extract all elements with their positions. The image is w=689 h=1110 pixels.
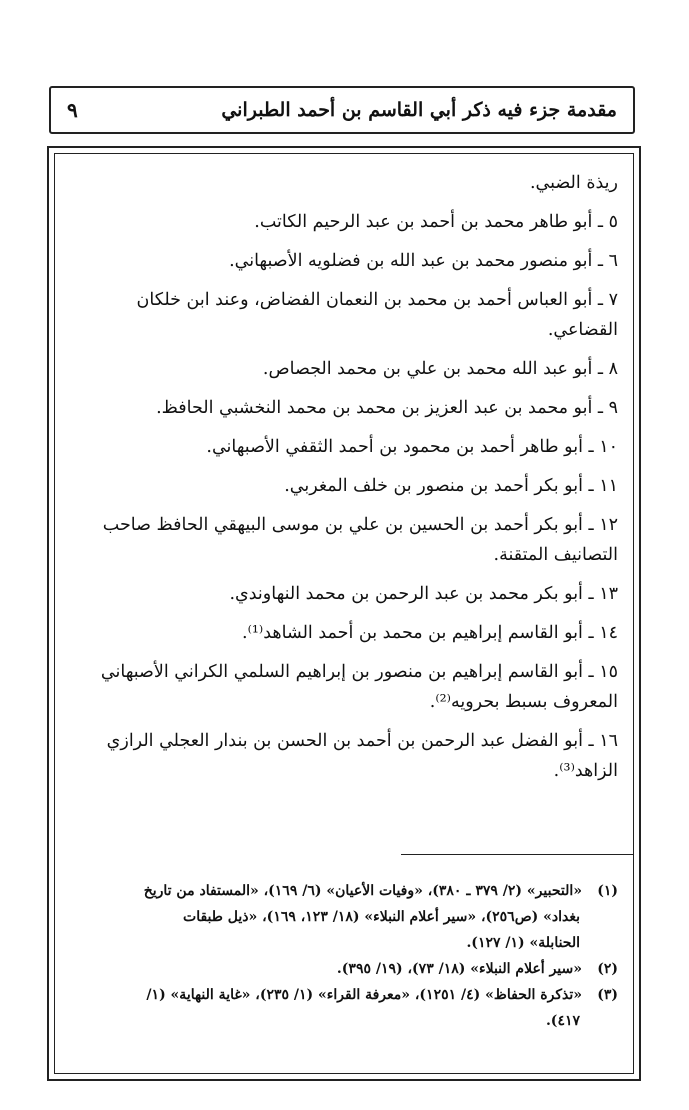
entry-line: الزاهد⁽³⁾. [553, 761, 618, 781]
list-item [70, 579, 618, 609]
footnote [70, 982, 618, 1034]
list-item [70, 657, 618, 717]
entry-line: ١١ ـ أبو بكر أحمد بن منصور بن خلف المغربي. [284, 476, 618, 496]
footnote-line [70, 982, 618, 1008]
footnote-ref: (٣) [597, 987, 618, 1003]
footnote-ref: (٢) [597, 961, 618, 977]
entries-list [70, 168, 618, 795]
footnote-text: الحنابلة» (١/ ١٢٧). [466, 935, 580, 951]
footnote-text: «التحبير» (٢/ ٣٧٩ ـ ٣٨٠)، «وفيات الأعيان» (٦/ ١٦٩)، «المستفاد من تاريخ [143, 883, 582, 899]
entry-line: ١٦ ـ أبو الفضل عبد الرحمن بن أحمد بن الحسن بن بندار العجلي الرازي [106, 731, 618, 751]
list-item [70, 246, 618, 276]
footnote [70, 956, 618, 982]
entry-line: التصانيف المتقنة. [493, 545, 618, 565]
entry-line: ١٥ ـ أبو القاسم إبراهيم بن منصور بن إبراهيم السلمي الكراني الأصبهاني [100, 662, 618, 682]
content-frame-inner [54, 153, 634, 1074]
entry-line: ١٤ ـ أبو القاسم إبراهيم بن محمد بن أحمد الشاهد⁽¹⁾. [242, 623, 618, 643]
entry-line: القضاعي. [547, 320, 618, 340]
page-header [49, 86, 635, 134]
list-item [70, 726, 618, 786]
footnote-separator [401, 854, 633, 855]
list-item [70, 432, 618, 462]
list-item [70, 168, 618, 198]
entry-line: ١٢ ـ أبو بكر أحمد بن الحسين بن علي بن موسى البيهقي الحافظ صاحب [102, 515, 618, 535]
footnote-line [70, 878, 618, 904]
entry-line: ٦ ـ أبو منصور محمد بن عبد الله بن فضلويه الأصبهاني. [229, 251, 618, 271]
footnotes [70, 878, 618, 1034]
footnote-text: «سير أعلام النبلاء» (١٨/ ٧٣)، (١٩/ ٣٩٥). [336, 961, 582, 977]
entry-line: ١٠ ـ أبو طاهر أحمد بن محمود بن أحمد الثقفي الأصبهاني. [206, 437, 618, 457]
entry-line: ٧ ـ أبو العباس أحمد بن محمد بن النعمان الفضاض، وعند ابن خلكان [136, 290, 618, 310]
list-item [70, 510, 618, 570]
entry-line: ١٣ ـ أبو بكر محمد بن عبد الرحمن بن محمد النهاوندي. [229, 584, 618, 604]
footnote-text: «تذكرة الحفاظ» (٤/ ١٢٥١)، «معرفة القراء» (١/ ٢٣٥)، «غاية النهاية» (١/ [146, 987, 582, 1003]
list-item [70, 207, 618, 237]
content-frame [47, 146, 641, 1081]
entry-line: ٩ ـ أبو محمد بن عبد العزيز بن محمد بن محمد النخشبي الحافظ. [156, 398, 618, 418]
entry-line: ٨ ـ أبو عبد الله محمد بن علي بن محمد الجصاص. [262, 359, 618, 379]
footnote-line [70, 956, 618, 982]
page-number: ٩ [67, 98, 78, 122]
header-title: مقدمة جزء فيه ذكر أبي القاسم بن أحمد الطبراني [221, 99, 617, 121]
footnote-text: ٤١٧). [545, 1013, 580, 1029]
footnote-line [70, 904, 618, 930]
footnote-line [70, 1008, 618, 1034]
list-item [70, 618, 618, 648]
footnote-line [70, 930, 618, 956]
entry-line: ٥ ـ أبو طاهر محمد بن أحمد بن عبد الرحيم الكاتب. [254, 212, 618, 232]
footnote-ref: (١) [597, 883, 618, 899]
footnote-text: بغداد» (ص٢٥٦)، «سير أعلام النبلاء» (١٨/ ١٢٣، ١٦٩)، «ذيل طبقات [183, 909, 580, 925]
entry-line: ريذة الضبي. [529, 173, 618, 193]
list-item [70, 285, 618, 345]
list-item [70, 354, 618, 384]
entry-line: المعروف بسبط بحرويه⁽²⁾. [429, 692, 618, 712]
list-item [70, 471, 618, 501]
footnote [70, 878, 618, 956]
list-item [70, 393, 618, 423]
